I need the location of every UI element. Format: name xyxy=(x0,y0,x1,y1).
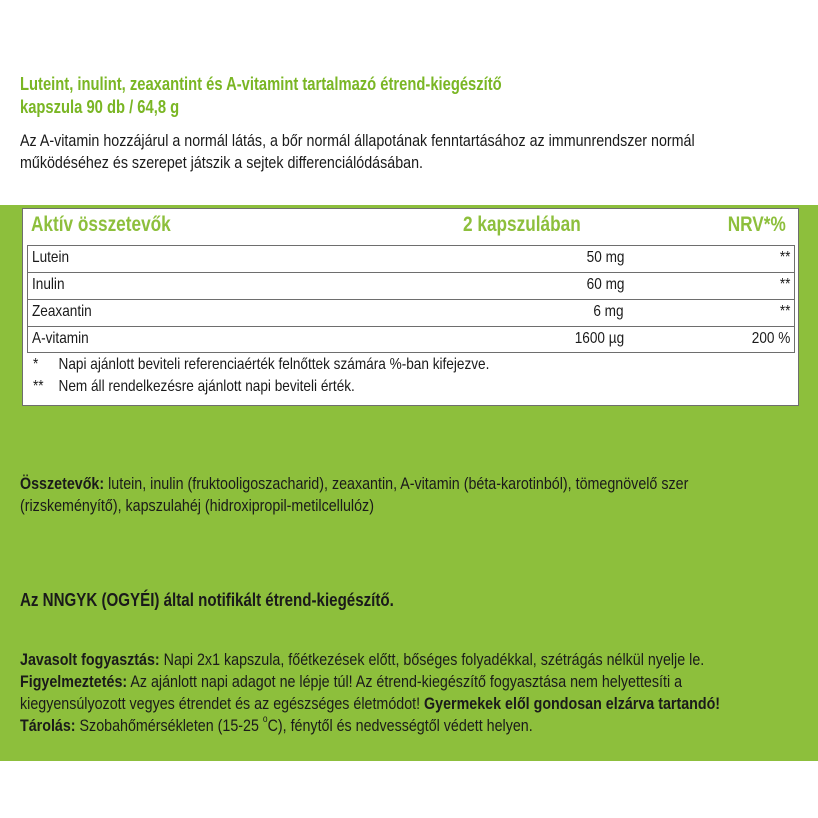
header xyxy=(0,0,818,205)
footnote-text: Napi ajánlott beviteli referenciaérték felnőttek számára %-ban kifejezve. xyxy=(58,356,490,373)
row-amount: 50 mg xyxy=(586,249,624,266)
ingredients-line-1 xyxy=(20,474,688,494)
footnote-mark: * xyxy=(33,356,39,373)
row-nrv: 200 % xyxy=(751,330,790,347)
warning-child-safety: Gyermekek elől gondosan elzárva tartandó! xyxy=(424,694,721,713)
degree-mark: o xyxy=(262,714,268,725)
header-amount: 2 kapszulában xyxy=(463,213,581,236)
warning-label: Figyelmeztetés: xyxy=(20,672,128,691)
product-title: Luteint, inulint, zeaxantint és A-vitamint tartalmazó étrend-kiegészítő xyxy=(20,74,502,94)
usage-label: Javasolt fogyasztás: xyxy=(20,650,160,669)
row-name: Lutein xyxy=(32,249,70,266)
header-ingredient: Aktív összetevők xyxy=(31,213,171,236)
intro-text-line-1: Az A-vitamin hozzájárul a normál látás, a bőr normál állapotának fenntartásához az immunrendszer normál xyxy=(20,131,695,150)
table-rows xyxy=(27,245,795,353)
storage-text: Szobahőmérsékleten (15-25 xyxy=(75,716,263,735)
row-amount: 60 mg xyxy=(586,276,624,293)
row-nrv: ** xyxy=(779,276,790,293)
usage-text: Napi 2x1 kapszula, főétkezések előtt, bőséges folyadékkal, szétrágás nélkül nyelje le. xyxy=(159,650,705,669)
header-nrv: NRV*% xyxy=(727,213,786,236)
bottom-margin xyxy=(0,761,818,818)
table-row xyxy=(28,300,794,327)
table-row xyxy=(28,246,794,273)
ingredients-label: Összetevők: xyxy=(20,474,105,493)
row-amount: 1600 µg xyxy=(574,330,624,347)
footnote-mark: ** xyxy=(33,378,44,395)
row-name: Zeaxantin xyxy=(32,303,92,320)
footnote-1 xyxy=(33,356,489,374)
footnote-text: Nem áll rendelkezésre ajánlott napi beviteli érték. xyxy=(58,378,355,395)
row-nrv: ** xyxy=(779,249,790,266)
storage-line xyxy=(20,716,533,736)
row-nrv: ** xyxy=(779,303,790,320)
table-row xyxy=(28,273,794,300)
warning-line-1 xyxy=(20,672,682,692)
warning-text: Az ajánlott napi adagot ne lépje túl! Az étrend-kiegészítő fogyasztása nem helyettesíti a xyxy=(127,672,683,691)
ingredients-line-2: (rizskeményítő), kapszulahéj (hidroxipropil-metilcellulóz) xyxy=(20,496,374,515)
product-subtitle: kapszula 90 db / 64,8 g xyxy=(20,97,180,117)
usage-line xyxy=(20,650,704,670)
ingredients-text: lutein, inulin (fruktooligoszacharid), zeaxantin, A-vitamin (béta-karotinból), tömegnövelő szer xyxy=(104,474,689,493)
storage-label: Tárolás: xyxy=(20,716,76,735)
storage-text-end: C), fénytől és nedvességtől védett helyen. xyxy=(267,716,533,735)
row-amount: 6 mg xyxy=(593,303,624,320)
table-row xyxy=(28,327,794,353)
warning-line-2 xyxy=(20,694,720,714)
footnote-2 xyxy=(33,378,355,396)
intro-text-line-2: működéséhez és szerepet játszik a sejtek differenciálódásában. xyxy=(20,153,423,172)
warning-text-2: kiegyensúlyozott vegyes étrendet és az egészséges életmódot! xyxy=(20,694,425,713)
row-name: Inulin xyxy=(32,276,65,293)
row-name: A-vitamin xyxy=(32,330,89,347)
nutrition-table xyxy=(22,208,799,406)
notification-statement: Az NNGYK (OGYÉI) által notifikált étrend-kiegészítő. xyxy=(20,590,394,610)
